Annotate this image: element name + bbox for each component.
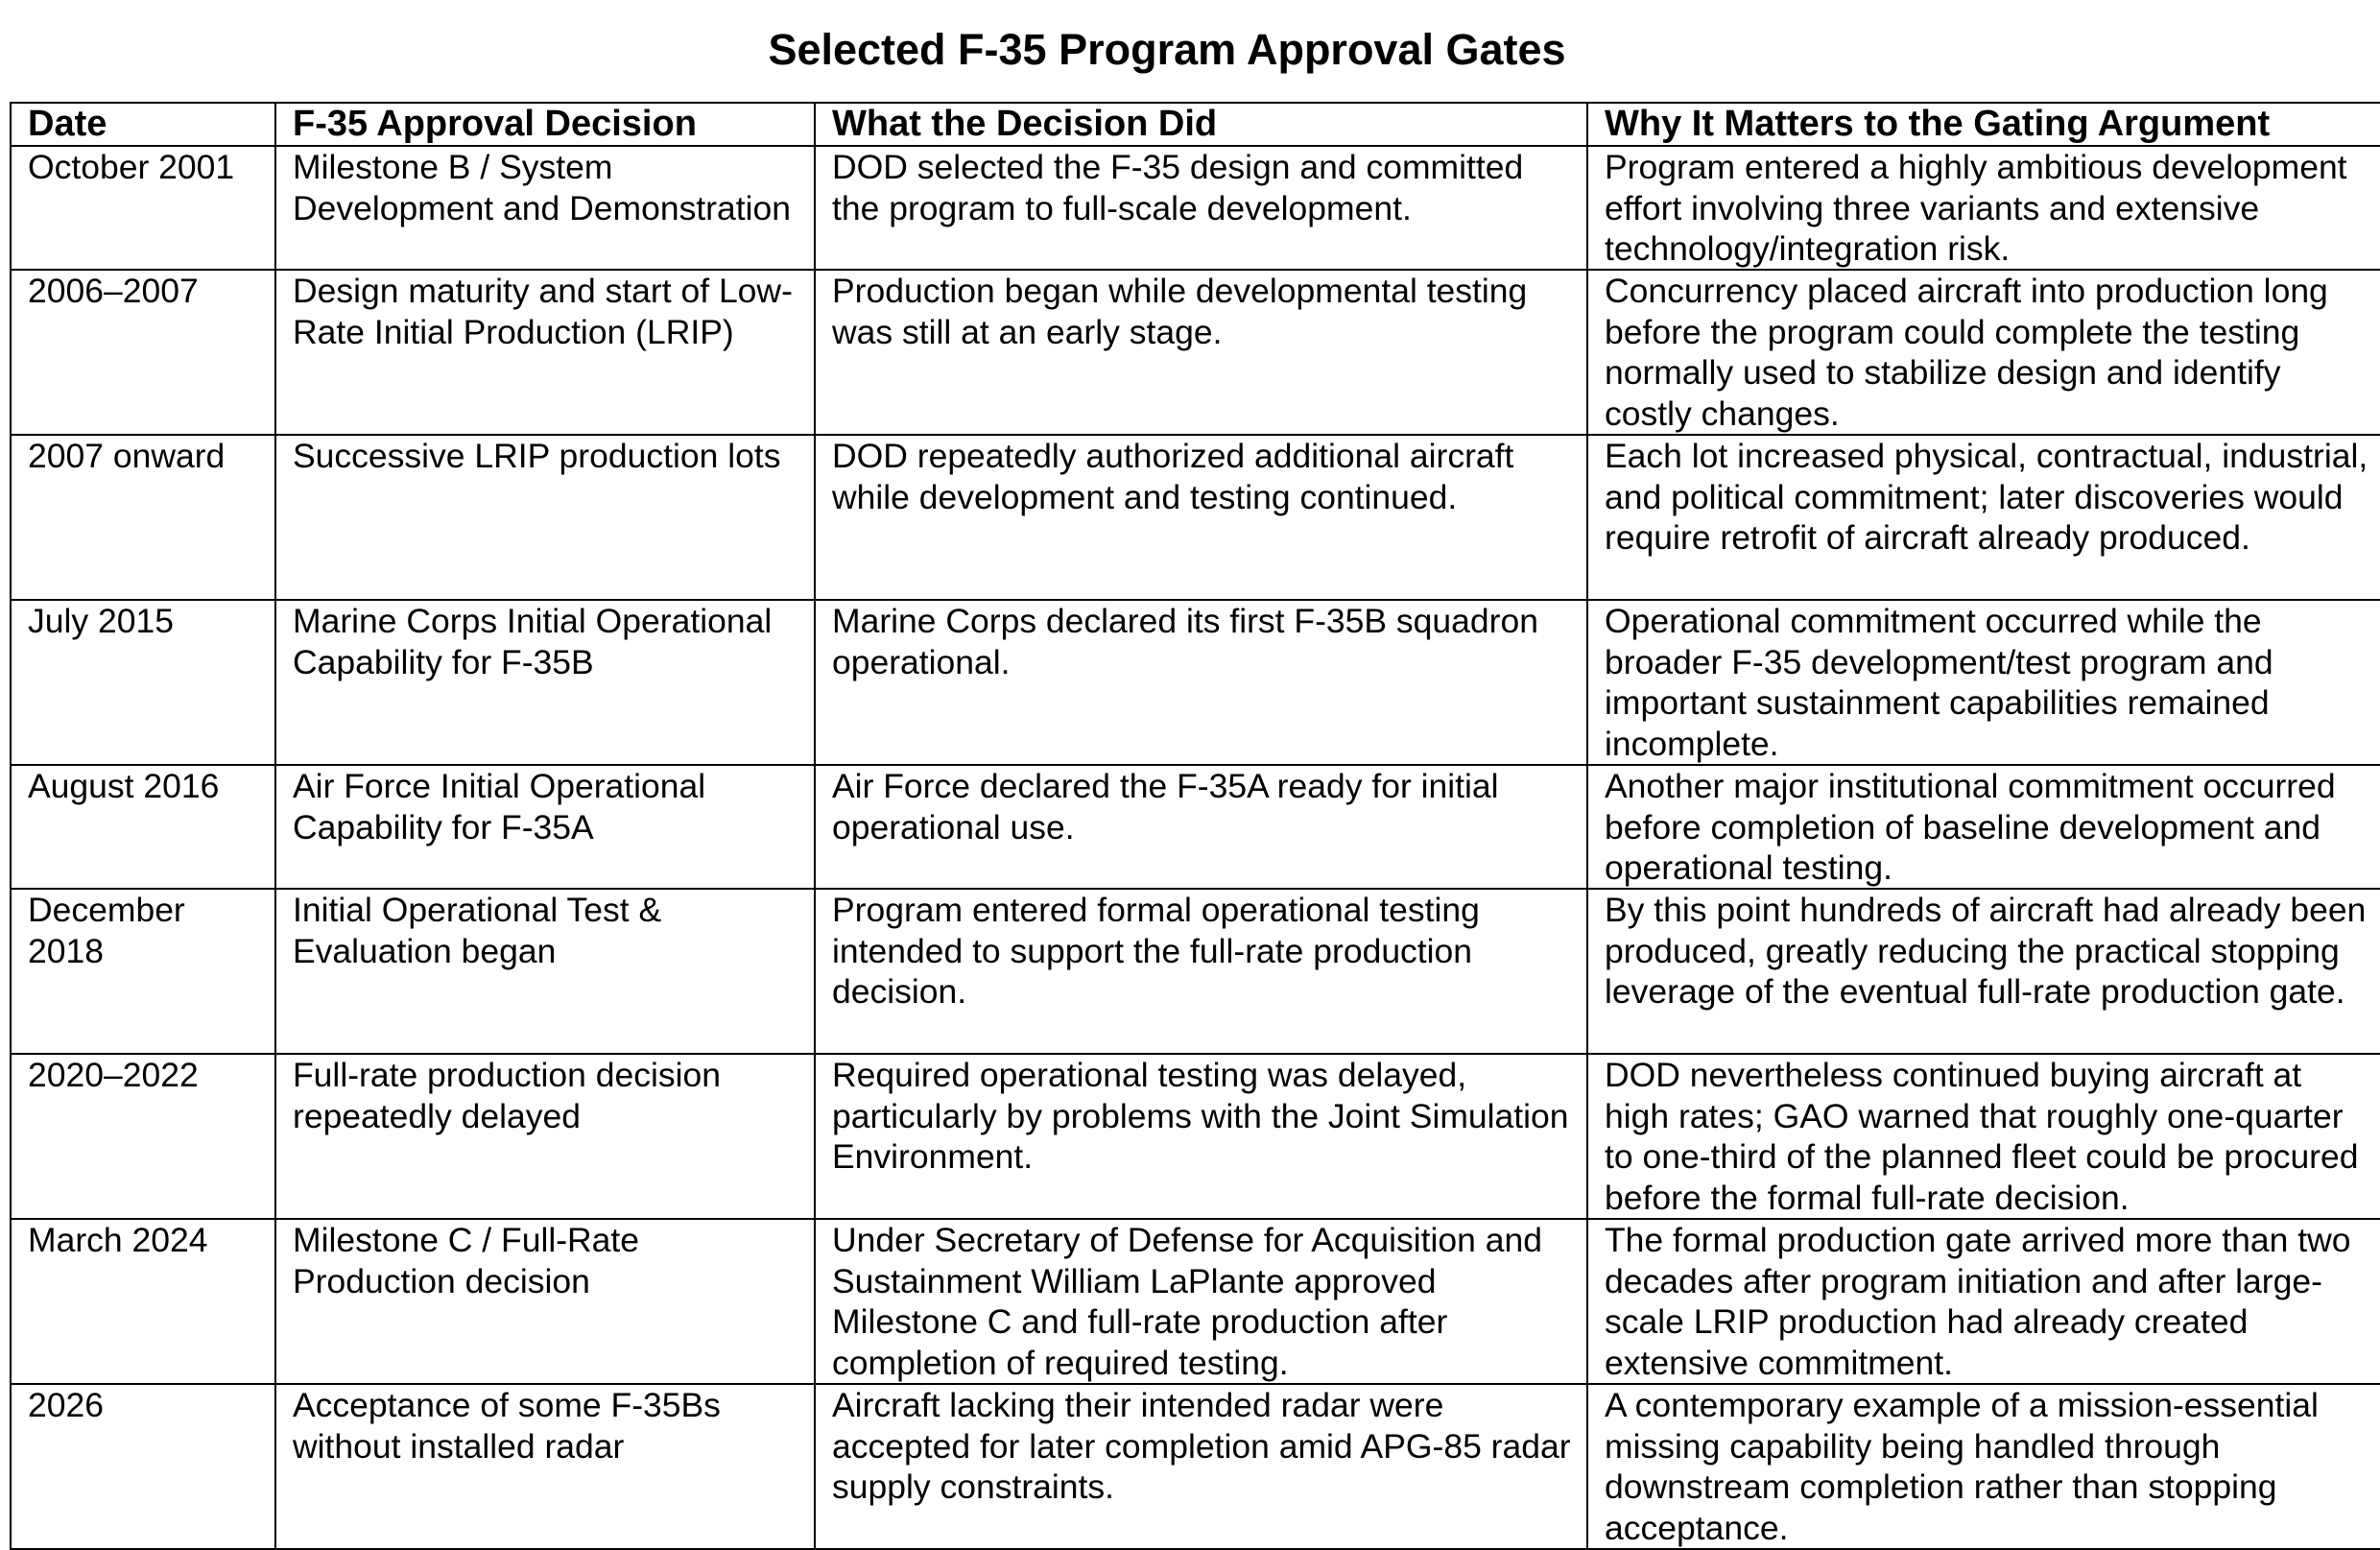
cell-date: 2026 <box>11 1384 275 1549</box>
table-row <box>11 1219 2380 1384</box>
table-row <box>11 146 2380 270</box>
cell-why: By this point hundreds of aircraft had already been produced, greatly reducing the practical stopping leverage of the eventual full-rate production gate. <box>1587 889 2380 1054</box>
cell-why: Another major institutional commitment occurred before completion of baseline development and operational testing. <box>1587 765 2380 889</box>
cell-decision: Milestone C / Full-Rate Production decision <box>275 1219 815 1384</box>
table-row <box>11 435 2380 600</box>
cell-date: December 2018 <box>11 889 275 1054</box>
cell-why: Program entered a highly ambitious development effort involving three variants and extensive technology/integration risk. <box>1587 146 2380 270</box>
cell-date: March 2024 <box>11 1219 275 1384</box>
table-row <box>11 889 2380 1054</box>
cell-what: DOD repeatedly authorized additional aircraft while development and testing continued. <box>815 435 1587 600</box>
cell-decision: Acceptance of some F-35Bs without installed radar <box>275 1384 815 1549</box>
cell-what: Marine Corps declared its first F-35B squadron operational. <box>815 600 1587 765</box>
table-row <box>11 765 2380 889</box>
table-row <box>11 1054 2380 1219</box>
cell-decision: Milestone B / System Development and Demonstration <box>275 146 815 270</box>
header-date: Date <box>11 103 275 146</box>
table-row <box>11 270 2380 435</box>
header-decision: F-35 Approval Decision <box>275 103 815 146</box>
table-row <box>11 600 2380 765</box>
cell-what: Air Force declared the F-35A ready for initial operational use. <box>815 765 1587 889</box>
cell-decision: Marine Corps Initial Operational Capability for F-35B <box>275 600 815 765</box>
cell-what: Required operational testing was delayed, particularly by problems with the Joint Simulation Environment. <box>815 1054 1587 1219</box>
header-why: Why It Matters to the Gating Argument <box>1587 103 2380 146</box>
cell-why: Concurrency placed aircraft into production long before the program could complete the testing normally used to stabilize design and identify costly changes. <box>1587 270 2380 435</box>
cell-why: The formal production gate arrived more than two decades after program initiation and after large-scale LRIP production had already created extensive commitment. <box>1587 1219 2380 1384</box>
cell-decision: Full-rate production decision repeatedly delayed <box>275 1054 815 1219</box>
approval-gates-table <box>10 102 2380 1550</box>
cell-what: Program entered formal operational testing intended to support the full-rate production decision. <box>815 889 1587 1054</box>
cell-why: DOD nevertheless continued buying aircraft at high rates; GAO warned that roughly one-quarter to one-third of the planned fleet could be procured before the formal full-rate decision. <box>1587 1054 2380 1219</box>
cell-what: DOD selected the F-35 design and committed the program to full-scale development. <box>815 146 1587 270</box>
cell-why: Each lot increased physical, contractual, industrial, and political commitment; later discoveries would require retrofit of aircraft already produced. <box>1587 435 2380 600</box>
document-title: Selected F-35 Program Approval Gates <box>768 25 1566 74</box>
cell-decision: Initial Operational Test & Evaluation began <box>275 889 815 1054</box>
cell-decision: Design maturity and start of Low-Rate Initial Production (LRIP) <box>275 270 815 435</box>
cell-decision: Successive LRIP production lots <box>275 435 815 600</box>
cell-what: Production began while developmental testing was still at an early stage. <box>815 270 1587 435</box>
cell-decision: Air Force Initial Operational Capability for F-35A <box>275 765 815 889</box>
header-what: What the Decision Did <box>815 103 1587 146</box>
cell-what: Aircraft lacking their intended radar were accepted for later completion amid APG-85 radar supply constraints. <box>815 1384 1587 1549</box>
cell-date: August 2016 <box>11 765 275 889</box>
cell-what: Under Secretary of Defense for Acquisition and Sustainment William LaPlante approved Milestone C and full-rate production after completion of required testing. <box>815 1219 1587 1384</box>
table-row <box>11 1384 2380 1549</box>
cell-why: Operational commitment occurred while the broader F-35 development/test program and important sustainment capabilities remained incomplete. <box>1587 600 2380 765</box>
cell-date: 2007 onward <box>11 435 275 600</box>
cell-date: July 2015 <box>11 600 275 765</box>
cell-date: October 2001 <box>11 146 275 270</box>
cell-date: 2006–2007 <box>11 270 275 435</box>
table-header-row <box>11 103 2380 146</box>
cell-why: A contemporary example of a mission-essential missing capability being handled through downstream completion rather than stopping acceptance. <box>1587 1384 2380 1549</box>
cell-date: 2020–2022 <box>11 1054 275 1219</box>
